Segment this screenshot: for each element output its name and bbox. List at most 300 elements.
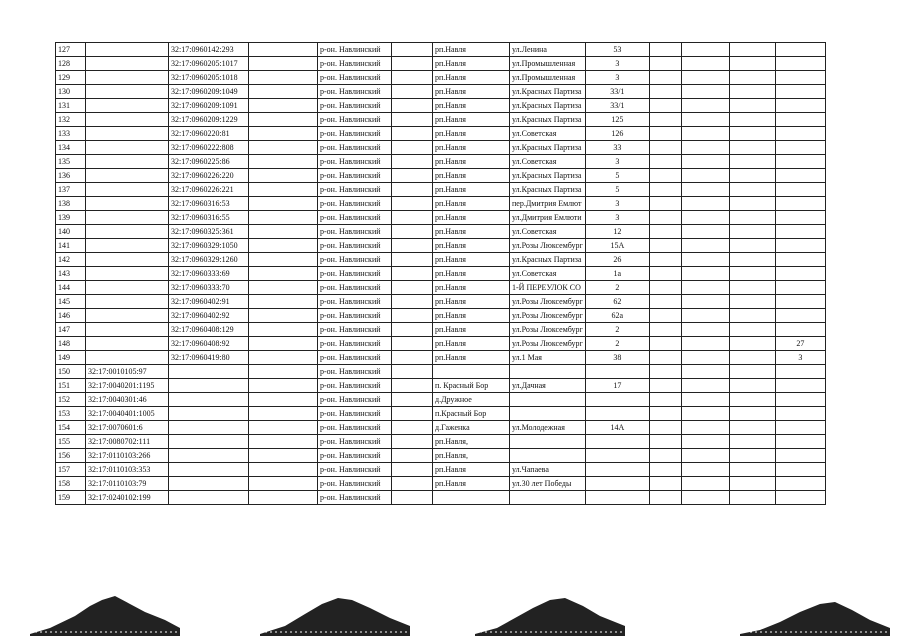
district-cell: р-он. Навлинский xyxy=(318,463,392,477)
extra-4-cell xyxy=(775,99,825,113)
settlement-cell: рп.Навля xyxy=(433,183,510,197)
extra-2-cell xyxy=(681,113,729,127)
extra-2-cell xyxy=(681,393,729,407)
extra-2-cell xyxy=(681,71,729,85)
blank-col-cell xyxy=(249,43,318,57)
extra-4-cell xyxy=(775,169,825,183)
cadastral-number-b-cell xyxy=(169,477,249,491)
extra-2-cell xyxy=(681,85,729,99)
extra-4-cell xyxy=(775,491,825,505)
settlement-cell: рп.Навля xyxy=(433,351,510,365)
settlement-cell: рп.Навля xyxy=(433,43,510,57)
extra-1-cell xyxy=(649,351,681,365)
district-cell: р-он. Навлинский xyxy=(318,267,392,281)
cadastral-number-b-cell: 32:17:0960316:55 xyxy=(169,211,249,225)
district-cell: р-он. Навлинский xyxy=(318,295,392,309)
table-row xyxy=(56,183,826,197)
extra-2-cell xyxy=(681,155,729,169)
blank-col-cell xyxy=(249,295,318,309)
row-number-cell: 144 xyxy=(56,281,86,295)
blank-col-cell xyxy=(249,463,318,477)
cadastral-number-a-cell xyxy=(86,99,169,113)
cadastral-number-b-cell: 32:17:0960205:1018 xyxy=(169,71,249,85)
house-number-cell xyxy=(585,463,649,477)
street-cell: ул.30 лет Победы xyxy=(510,477,586,491)
street-cell xyxy=(510,449,586,463)
extra-4-cell xyxy=(775,267,825,281)
extra-2-cell xyxy=(681,449,729,463)
cadastral-number-a-cell xyxy=(86,113,169,127)
table-row xyxy=(56,477,826,491)
extra-4-cell xyxy=(775,127,825,141)
row-number-cell: 131 xyxy=(56,99,86,113)
extra-2-cell xyxy=(681,169,729,183)
extra-4-cell xyxy=(775,393,825,407)
extra-3-cell xyxy=(729,309,775,323)
house-number-cell xyxy=(585,435,649,449)
cadastral-number-a-cell: 32:17:0040401:1005 xyxy=(86,407,169,421)
row-number-cell: 152 xyxy=(56,393,86,407)
street-cell: ул.Розы Люксембург xyxy=(510,309,586,323)
row-number-cell: 136 xyxy=(56,169,86,183)
settlement-cell: рп.Навля xyxy=(433,85,510,99)
extra-1-cell xyxy=(649,309,681,323)
blank-col-cell xyxy=(249,71,318,85)
extra-1-cell xyxy=(649,463,681,477)
cadastral-number-b-cell: 32:17:0960225:86 xyxy=(169,155,249,169)
cadastral-number-a-cell xyxy=(86,197,169,211)
row-number-cell: 132 xyxy=(56,113,86,127)
extra-2-cell xyxy=(681,267,729,281)
extra-3-cell xyxy=(729,421,775,435)
extra-3-cell xyxy=(729,449,775,463)
house-number-cell xyxy=(585,491,649,505)
blank-col-cell xyxy=(249,57,318,71)
district-cell: р-он. Навлинский xyxy=(318,57,392,71)
extra-1-cell xyxy=(649,449,681,463)
cadastral-number-a-cell xyxy=(86,225,169,239)
table-row xyxy=(56,351,826,365)
extra-4-cell xyxy=(775,85,825,99)
cadastral-number-a-cell xyxy=(86,239,169,253)
blank-col-cell xyxy=(249,253,318,267)
extra-2-cell xyxy=(681,225,729,239)
settlement-cell: рп.Навля xyxy=(433,71,510,85)
table-row xyxy=(56,57,826,71)
cadastral-number-a-cell: 32:17:0080702:111 xyxy=(86,435,169,449)
row-number-cell: 135 xyxy=(56,155,86,169)
district-cell: р-он. Навлинский xyxy=(318,183,392,197)
house-number-cell: 62а xyxy=(585,309,649,323)
row-number-cell: 130 xyxy=(56,85,86,99)
extra-1-cell xyxy=(649,477,681,491)
extra-4-cell xyxy=(775,407,825,421)
extra-3-cell xyxy=(729,323,775,337)
extra-2-cell xyxy=(681,365,729,379)
blank-col-2-cell xyxy=(392,183,433,197)
house-number-cell: 5 xyxy=(585,169,649,183)
extra-4-cell xyxy=(775,57,825,71)
extra-2-cell xyxy=(681,491,729,505)
extra-1-cell xyxy=(649,239,681,253)
house-number-cell: 62 xyxy=(585,295,649,309)
street-cell xyxy=(510,365,586,379)
extra-4-cell xyxy=(775,43,825,57)
settlement-cell: рп.Навля xyxy=(433,211,510,225)
cadastral-number-b-cell: 32:17:0960222:808 xyxy=(169,141,249,155)
extra-1-cell xyxy=(649,57,681,71)
cadastral-number-b-cell: 32:17:0960220:81 xyxy=(169,127,249,141)
blank-col-2-cell xyxy=(392,211,433,225)
extra-3-cell xyxy=(729,379,775,393)
street-cell: ул.Розы Люксембург xyxy=(510,323,586,337)
street-cell: ул.Промышленная xyxy=(510,57,586,71)
extra-3-cell xyxy=(729,85,775,99)
blank-col-cell xyxy=(249,99,318,113)
settlement-cell: рп.Навля xyxy=(433,225,510,239)
street-cell: ул.Розы Люксембург xyxy=(510,295,586,309)
street-cell: ул.Розы Люксембург xyxy=(510,239,586,253)
table-row xyxy=(56,239,826,253)
row-number-cell: 139 xyxy=(56,211,86,225)
settlement-cell: рп.Навля xyxy=(433,267,510,281)
settlement-cell: рп.Навля xyxy=(433,477,510,491)
blank-col-cell xyxy=(249,323,318,337)
extra-2-cell xyxy=(681,43,729,57)
district-cell: р-он. Навлинский xyxy=(318,309,392,323)
row-number-cell: 156 xyxy=(56,449,86,463)
house-number-cell: 3 xyxy=(585,211,649,225)
extra-4-cell xyxy=(775,365,825,379)
blank-col-2-cell xyxy=(392,379,433,393)
row-number-cell: 145 xyxy=(56,295,86,309)
blank-col-cell xyxy=(249,365,318,379)
extra-2-cell xyxy=(681,211,729,225)
settlement-cell: рп.Навля, xyxy=(433,449,510,463)
district-cell: р-он. Навлинский xyxy=(318,477,392,491)
district-cell: р-он. Навлинский xyxy=(318,127,392,141)
table-row xyxy=(56,253,826,267)
extra-2-cell xyxy=(681,351,729,365)
extra-1-cell xyxy=(649,337,681,351)
street-cell: ул.Красных Партиза xyxy=(510,141,586,155)
district-cell: р-он. Навлинский xyxy=(318,407,392,421)
settlement-cell: рп.Навля xyxy=(433,99,510,113)
row-number-cell: 154 xyxy=(56,421,86,435)
extra-4-cell xyxy=(775,449,825,463)
row-number-cell: 127 xyxy=(56,43,86,57)
scan-artifact-3 xyxy=(475,588,625,636)
house-number-cell: 2 xyxy=(585,337,649,351)
blank-col-cell xyxy=(249,169,318,183)
district-cell: р-он. Навлинский xyxy=(318,253,392,267)
cadastral-number-a-cell xyxy=(86,71,169,85)
extra-1-cell xyxy=(649,99,681,113)
extra-4-cell xyxy=(775,463,825,477)
street-cell xyxy=(510,435,586,449)
table-row xyxy=(56,127,826,141)
extra-3-cell xyxy=(729,169,775,183)
extra-4-cell xyxy=(775,197,825,211)
cadastral-number-a-cell xyxy=(86,323,169,337)
district-cell: р-он. Навлинский xyxy=(318,141,392,155)
extra-2-cell xyxy=(681,141,729,155)
row-number-cell: 142 xyxy=(56,253,86,267)
district-cell: р-он. Навлинский xyxy=(318,491,392,505)
district-cell: р-он. Навлинский xyxy=(318,85,392,99)
cadastral-number-b-cell: 32:17:0960402:91 xyxy=(169,295,249,309)
extra-1-cell xyxy=(649,407,681,421)
extra-2-cell xyxy=(681,127,729,141)
extra-3-cell xyxy=(729,435,775,449)
table-row xyxy=(56,449,826,463)
street-cell: ул.Дачная xyxy=(510,379,586,393)
extra-2-cell xyxy=(681,183,729,197)
blank-col-2-cell xyxy=(392,85,433,99)
row-number-cell: 150 xyxy=(56,365,86,379)
extra-3-cell xyxy=(729,239,775,253)
row-number-cell: 137 xyxy=(56,183,86,197)
extra-1-cell xyxy=(649,71,681,85)
row-number-cell: 151 xyxy=(56,379,86,393)
settlement-cell: рп.Навля xyxy=(433,295,510,309)
blank-col-cell xyxy=(249,211,318,225)
house-number-cell: 3 xyxy=(585,155,649,169)
extra-4-cell xyxy=(775,225,825,239)
house-number-cell xyxy=(585,407,649,421)
district-cell: р-он. Навлинский xyxy=(318,281,392,295)
blank-col-2-cell xyxy=(392,43,433,57)
scan-artifact-2 xyxy=(260,588,410,636)
table-row xyxy=(56,435,826,449)
cadastral-number-b-cell: 32:17:0960209:1049 xyxy=(169,85,249,99)
blank-col-2-cell xyxy=(392,267,433,281)
blank-col-cell xyxy=(249,267,318,281)
cadastral-number-a-cell: 32:17:0110103:266 xyxy=(86,449,169,463)
settlement-cell: рп.Навля xyxy=(433,281,510,295)
blank-col-cell xyxy=(249,351,318,365)
cadastral-number-a-cell xyxy=(86,295,169,309)
house-number-cell: 53 xyxy=(585,43,649,57)
extra-2-cell xyxy=(681,379,729,393)
house-number-cell: 26 xyxy=(585,253,649,267)
cadastral-number-a-cell: 32:17:0070601:6 xyxy=(86,421,169,435)
blank-col-2-cell xyxy=(392,323,433,337)
table-row xyxy=(56,379,826,393)
cadastral-number-a-cell xyxy=(86,43,169,57)
settlement-cell: рп.Навля xyxy=(433,155,510,169)
blank-col-2-cell xyxy=(392,169,433,183)
cadastral-number-a-cell xyxy=(86,211,169,225)
extra-4-cell xyxy=(775,113,825,127)
settlement-cell: рп.Навля xyxy=(433,337,510,351)
house-number-cell: 2 xyxy=(585,281,649,295)
cadastral-number-a-cell: 32:17:0010105:97 xyxy=(86,365,169,379)
street-cell: ул.Красных Партиза xyxy=(510,99,586,113)
house-number-cell xyxy=(585,393,649,407)
cadastral-number-b-cell: 32:17:0960329:1050 xyxy=(169,239,249,253)
extra-4-cell xyxy=(775,239,825,253)
extra-1-cell xyxy=(649,379,681,393)
street-cell: ул.Советская xyxy=(510,267,586,281)
blank-col-2-cell xyxy=(392,477,433,491)
extra-2-cell xyxy=(681,295,729,309)
extra-4-cell xyxy=(775,155,825,169)
extra-4-cell xyxy=(775,309,825,323)
extra-4-cell xyxy=(775,253,825,267)
extra-1-cell xyxy=(649,211,681,225)
cadastral-number-b-cell: 32:17:0960205:1017 xyxy=(169,57,249,71)
settlement-cell: рп.Навля xyxy=(433,309,510,323)
extra-3-cell xyxy=(729,351,775,365)
extra-3-cell xyxy=(729,211,775,225)
blank-col-2-cell xyxy=(392,281,433,295)
table-row xyxy=(56,155,826,169)
extra-4-cell xyxy=(775,295,825,309)
settlement-cell: рп.Навля xyxy=(433,169,510,183)
district-cell: р-он. Навлинский xyxy=(318,421,392,435)
blank-col-cell xyxy=(249,113,318,127)
blank-col-2-cell xyxy=(392,393,433,407)
blank-col-cell xyxy=(249,393,318,407)
blank-col-2-cell xyxy=(392,99,433,113)
blank-col-cell xyxy=(249,477,318,491)
cadastral-number-b-cell: 32:17:0960329:1260 xyxy=(169,253,249,267)
blank-col-2-cell xyxy=(392,407,433,421)
blank-col-2-cell xyxy=(392,435,433,449)
house-number-cell: 38 xyxy=(585,351,649,365)
table-row xyxy=(56,323,826,337)
cadastral-number-b-cell: 32:17:0960419:80 xyxy=(169,351,249,365)
house-number-cell: 14А xyxy=(585,421,649,435)
cadastral-number-a-cell xyxy=(86,57,169,71)
cadastral-number-a-cell xyxy=(86,155,169,169)
table-row xyxy=(56,225,826,239)
blank-col-cell xyxy=(249,197,318,211)
cadastral-number-b-cell: 32:17:0960316:53 xyxy=(169,197,249,211)
house-number-cell: 33/1 xyxy=(585,85,649,99)
cadastral-number-b-cell xyxy=(169,421,249,435)
cadastral-number-b-cell xyxy=(169,365,249,379)
street-cell: ул.Красных Партиза xyxy=(510,169,586,183)
blank-col-cell xyxy=(249,407,318,421)
blank-col-cell xyxy=(249,435,318,449)
row-number-cell: 157 xyxy=(56,463,86,477)
blank-col-2-cell xyxy=(392,463,433,477)
table-row xyxy=(56,267,826,281)
settlement-cell: рп.Навля xyxy=(433,239,510,253)
street-cell: ул.Красных Партиза xyxy=(510,85,586,99)
blank-col-2-cell xyxy=(392,141,433,155)
extra-2-cell xyxy=(681,197,729,211)
house-number-cell: 12 xyxy=(585,225,649,239)
street-cell: ул.Промышленная xyxy=(510,71,586,85)
settlement-cell: рп.Навля xyxy=(433,127,510,141)
table-row xyxy=(56,85,826,99)
extra-3-cell xyxy=(729,99,775,113)
extra-3-cell xyxy=(729,393,775,407)
street-cell: ул.Советская xyxy=(510,225,586,239)
settlement-cell xyxy=(433,365,510,379)
row-number-cell: 158 xyxy=(56,477,86,491)
extra-4-cell xyxy=(775,477,825,491)
table-row xyxy=(56,99,826,113)
cadastral-number-b-cell: 32:17:0960226:221 xyxy=(169,183,249,197)
extra-3-cell xyxy=(729,491,775,505)
extra-2-cell xyxy=(681,309,729,323)
extra-3-cell xyxy=(729,253,775,267)
extra-4-cell xyxy=(775,379,825,393)
cadastral-number-b-cell: 32:17:0960209:1091 xyxy=(169,99,249,113)
cadastral-number-b-cell: 32:17:0960226:220 xyxy=(169,169,249,183)
blank-col-2-cell xyxy=(392,57,433,71)
cadastral-number-a-cell xyxy=(86,337,169,351)
cadastral-number-b-cell: 32:17:0960142:293 xyxy=(169,43,249,57)
table-row xyxy=(56,295,826,309)
settlement-cell: д.Гаженка xyxy=(433,421,510,435)
extra-3-cell xyxy=(729,281,775,295)
cadastral-number-a-cell xyxy=(86,253,169,267)
table-row xyxy=(56,43,826,57)
extra-4-cell xyxy=(775,141,825,155)
extra-4-cell xyxy=(775,183,825,197)
extra-1-cell xyxy=(649,491,681,505)
cadastral-number-a-cell: 32:17:0040201:1195 xyxy=(86,379,169,393)
extra-3-cell xyxy=(729,225,775,239)
table-row xyxy=(56,337,826,351)
cadastral-number-a-cell xyxy=(86,127,169,141)
table-row xyxy=(56,169,826,183)
settlement-cell: рп.Навля xyxy=(433,197,510,211)
blank-col-2-cell xyxy=(392,71,433,85)
street-cell: ул.Красных Партиза xyxy=(510,113,586,127)
extra-4-cell xyxy=(775,421,825,435)
blank-col-2-cell xyxy=(392,295,433,309)
blank-col-2-cell xyxy=(392,239,433,253)
district-cell: р-он. Навлинский xyxy=(318,197,392,211)
table-row xyxy=(56,71,826,85)
extra-1-cell xyxy=(649,197,681,211)
extra-3-cell xyxy=(729,267,775,281)
table-row xyxy=(56,365,826,379)
extra-1-cell xyxy=(649,295,681,309)
settlement-cell: д.Дружное xyxy=(433,393,510,407)
row-number-cell: 155 xyxy=(56,435,86,449)
cadastral-number-b-cell: 32:17:0960408:129 xyxy=(169,323,249,337)
extra-2-cell xyxy=(681,337,729,351)
settlement-cell: рп.Навля xyxy=(433,253,510,267)
row-number-cell: 134 xyxy=(56,141,86,155)
cadastral-number-b-cell xyxy=(169,449,249,463)
blank-col-cell xyxy=(249,421,318,435)
house-number-cell: 3 xyxy=(585,57,649,71)
blank-col-2-cell xyxy=(392,337,433,351)
extra-1-cell xyxy=(649,421,681,435)
cadastral-number-a-cell xyxy=(86,141,169,155)
cadastral-number-a-cell: 32:17:0110103:353 xyxy=(86,463,169,477)
row-number-cell: 129 xyxy=(56,71,86,85)
district-cell: р-он. Навлинский xyxy=(318,169,392,183)
extra-1-cell xyxy=(649,225,681,239)
cadastral-table xyxy=(55,42,826,505)
house-number-cell: 17 xyxy=(585,379,649,393)
house-number-cell xyxy=(585,449,649,463)
street-cell xyxy=(510,491,586,505)
extra-1-cell xyxy=(649,113,681,127)
blank-col-2-cell xyxy=(392,365,433,379)
settlement-cell: рп.Навля xyxy=(433,113,510,127)
district-cell: р-он. Навлинский xyxy=(318,365,392,379)
